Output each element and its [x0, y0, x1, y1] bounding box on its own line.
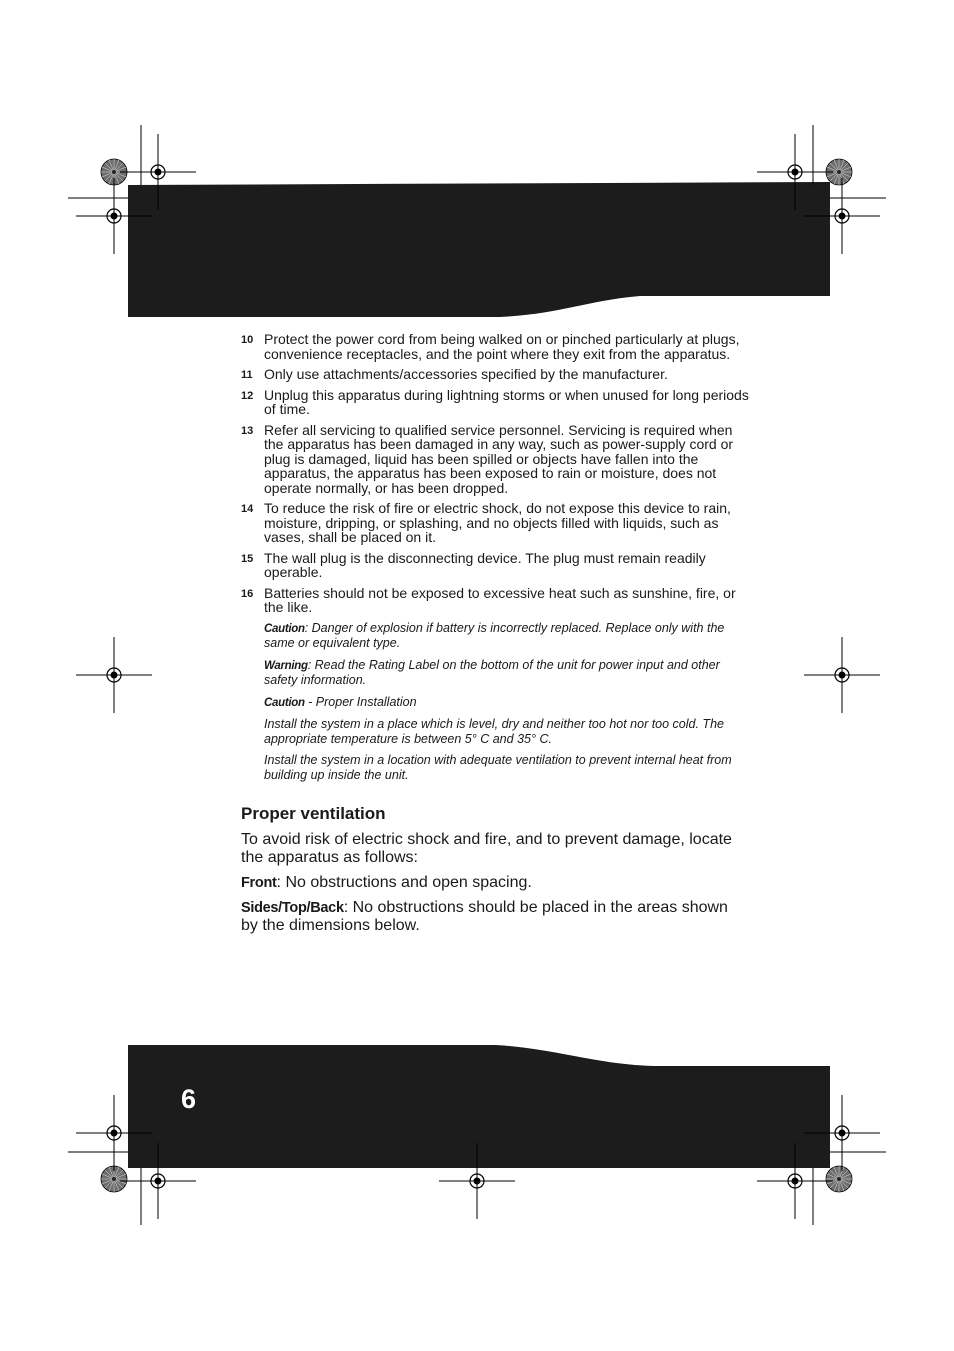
footer-band: [128, 1045, 830, 1168]
item-number: 10: [241, 334, 254, 346]
header-band: [128, 182, 830, 317]
page-number: 6: [181, 1084, 197, 1114]
sides-text: : No obstructions should be placed in the areas shown by the dimensions below.: [241, 899, 728, 934]
item-text: Refer all servicing to qualified service personnel. Servicing is required when the apparatus has been damaged in any way, such as power-supply cord or plug is damaged, liquid has been spilled or objects have fallen into the apparatus, the apparatus has been exposed to rain or moisture, does not operate normally, or has been dropped.: [264, 421, 734, 496]
item-number: 11: [241, 369, 253, 381]
installation-note: Install the system in a place which is level, dry and neither too hot nor too cold. The appropriate temperature is between 5° C and 35° C.: [264, 717, 724, 746]
page-content: [241, 332, 749, 942]
caution-label: Caution: [264, 622, 305, 635]
list-item: [241, 586, 749, 615]
item-number: 14: [241, 503, 254, 515]
item-text: Batteries should not be exposed to excessive heat such as sunshine, fire, or the like.: [264, 584, 736, 615]
list-item: [241, 388, 749, 417]
item-number: 13: [241, 424, 254, 437]
warning-text: : Read the Rating Label on the bottom of the unit for power input and other safety information.: [264, 657, 720, 687]
front-spacing: [241, 874, 749, 892]
front-text: : No obstructions and open spacing.: [276, 874, 532, 891]
item-text: Only use attachments/accessories specified by the manufacturer.: [264, 366, 668, 382]
warning-note: [264, 658, 749, 688]
caution-label: Caution: [264, 696, 305, 709]
caution-text: - Proper Installation: [304, 694, 417, 709]
item-text: The wall plug is the disconnecting device. The plug must remain readily operable.: [264, 549, 706, 580]
item-text: To reduce the risk of fire or electric shock, do not expose this device to rain, moisture, dripping, or splashing, and no objects filled with liquids, such as vases, shall be placed on it.: [264, 500, 731, 545]
caution-note: [264, 621, 749, 651]
item-text: Unplug this apparatus during lightning storms or when unused for long periods of time.: [264, 386, 749, 417]
item-number: 16: [241, 587, 254, 600]
section-intro: To avoid risk of electric shock and fire, and to prevent damage, locate the apparatus as follows:: [241, 831, 732, 866]
caution-text: : Danger of explosion if battery is incorrectly replaced. Replace only with the same or equivalent type.: [264, 620, 725, 650]
item-number: 15: [241, 552, 254, 565]
list-item: [241, 501, 749, 545]
list-item: [241, 551, 749, 580]
list-item: [241, 332, 749, 361]
sides-spacing: [241, 899, 749, 935]
safety-instructions-list: [241, 332, 749, 615]
list-item: [241, 423, 749, 496]
warning-label: Warning: [264, 659, 308, 672]
sides-label: Sides/Top/Back: [241, 900, 344, 916]
installation-caution: [264, 695, 749, 711]
section-heading: Proper ventilation: [241, 804, 386, 823]
list-item: [241, 367, 749, 382]
ventilation-note: Install the system in a location with adequate ventilation to prevent internal heat from building up inside the unit.: [264, 753, 732, 782]
front-label: Front: [241, 875, 277, 891]
item-text: Protect the power cord from being walked on or pinched particularly at plugs, convenience receptacles, and the point where they exit from the apparatus.: [264, 331, 740, 362]
item-number: 12: [241, 389, 254, 402]
